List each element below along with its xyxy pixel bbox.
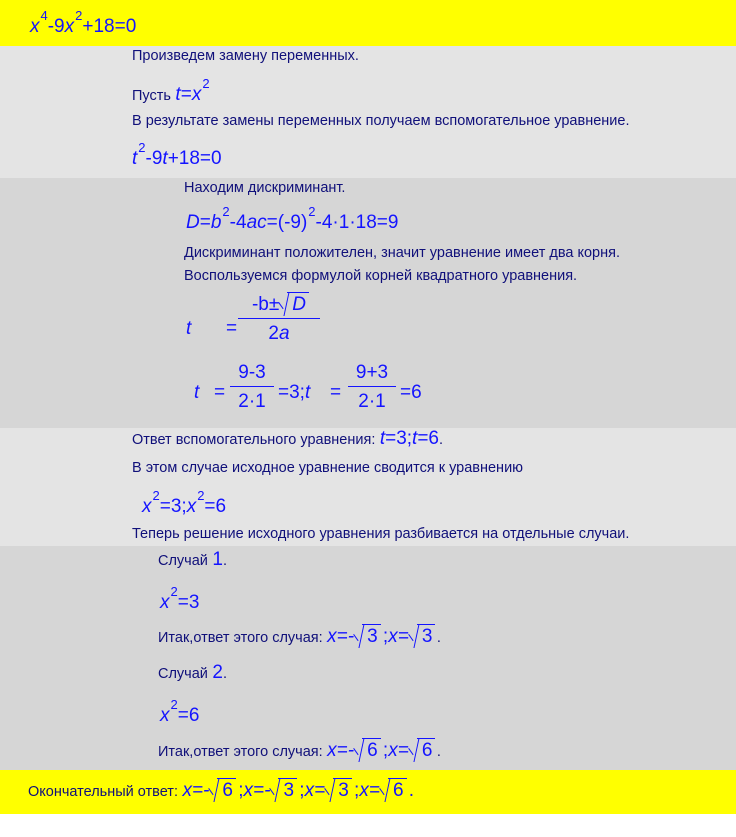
case-number: 2	[212, 662, 223, 683]
exponent: 2	[308, 204, 316, 219]
result-text: В результате замены переменных получаем вспомогательное уравнение.	[132, 113, 630, 129]
separator: ;	[382, 740, 389, 761]
var-ac: ac	[246, 212, 267, 233]
separator: ;	[348, 780, 360, 801]
cases-band	[0, 546, 736, 770]
term: -4·1·18=9	[315, 212, 399, 233]
denominator: 2·1	[358, 391, 386, 412]
root1-fraction	[230, 362, 274, 413]
sqrt-symbol	[270, 780, 294, 802]
var-t: t	[175, 84, 181, 105]
exponent: 2	[138, 140, 146, 155]
case-1-equation	[160, 584, 200, 614]
sqrt-symbol	[354, 626, 378, 648]
fraction-bar	[348, 386, 396, 387]
term: +18=0	[167, 148, 222, 169]
intro-band	[0, 46, 736, 178]
fraction-bar	[230, 386, 274, 387]
root-value: =3;	[278, 382, 305, 403]
var-D: D	[186, 212, 200, 233]
var-t: t	[379, 428, 386, 449]
var-x: x	[30, 16, 40, 37]
answer-label: Итак,ответ этого случая:	[158, 630, 323, 646]
root-value: =6	[400, 382, 422, 403]
radicand: 6	[222, 780, 233, 801]
exponent: 2	[170, 697, 178, 712]
var-D: D	[292, 294, 307, 315]
radicand: 3	[283, 780, 295, 801]
var-x: x	[142, 496, 152, 517]
case-number: 1	[212, 549, 223, 570]
radicand: 3	[338, 780, 349, 801]
term: -4	[229, 212, 247, 233]
answer-part: x=-	[327, 740, 355, 761]
var-t: t	[132, 148, 138, 169]
equals: =	[214, 382, 226, 403]
radicand: 3	[421, 626, 433, 647]
header-equation	[30, 8, 137, 38]
denominator-number: 2	[268, 323, 279, 344]
substitution-text: Произведем замену переменных.	[132, 48, 359, 64]
let-label: Пусть	[132, 88, 171, 104]
value: =3	[177, 592, 200, 613]
case-2-label	[158, 662, 227, 684]
radicand: 6	[367, 740, 378, 761]
discriminant-formula	[186, 204, 399, 234]
var-t: t	[186, 318, 192, 339]
var-a: a	[279, 323, 290, 344]
answer-part: x=	[359, 780, 380, 801]
denominator: 2·1	[238, 391, 266, 412]
var-x: x	[191, 84, 202, 105]
case-label: Случай	[158, 666, 208, 682]
sqrt-symbol	[325, 780, 349, 802]
value: =6	[177, 705, 200, 726]
exponent: 2	[197, 488, 205, 503]
case-1-label	[158, 549, 227, 571]
separator: ;	[382, 626, 389, 647]
split-text: Теперь решение исходного уравнения разбивается на отдельные случаи.	[132, 526, 630, 542]
var-t: t	[194, 382, 200, 403]
sqrt-symbol	[354, 740, 378, 762]
separator: ;	[294, 780, 305, 801]
case-1-answer	[158, 626, 441, 648]
exponent: 2	[75, 8, 83, 23]
final-answer	[28, 780, 414, 802]
value: =3;	[385, 428, 413, 449]
case-label: Случай	[158, 553, 208, 569]
exponent: 2	[170, 584, 178, 599]
var-b: b	[210, 212, 222, 233]
period: .	[222, 553, 227, 569]
period: .	[222, 666, 227, 682]
equals: =	[330, 382, 342, 403]
radicand: 6	[421, 740, 433, 761]
term: -9	[145, 148, 163, 169]
exponent: 2	[222, 204, 230, 219]
sqrt-symbol	[409, 626, 433, 648]
exponent: 2	[152, 488, 160, 503]
var-x: x	[160, 705, 170, 726]
reduced-equations	[142, 488, 227, 518]
period: .	[436, 630, 441, 646]
radicand: 6	[392, 780, 404, 801]
equals: =	[199, 212, 211, 233]
answer-part: x=-	[243, 780, 271, 801]
var-t: t	[412, 428, 418, 449]
aux-answer-label: Ответ вспомогательного уравнения:	[132, 432, 376, 448]
value: =6	[417, 428, 439, 449]
term: +18=0	[82, 16, 137, 37]
aux-answer-line	[132, 428, 443, 450]
fraction-bar	[238, 318, 320, 319]
let-line	[132, 76, 210, 106]
root1-result	[278, 382, 310, 404]
answer-part: x=-	[182, 780, 210, 801]
numerator: 9+3	[355, 362, 389, 383]
term: =(-9)	[266, 212, 308, 233]
case-2-equation	[160, 697, 200, 727]
numerator-prefix: -b±	[251, 294, 280, 315]
equals: =	[180, 84, 192, 105]
var-x: x	[64, 16, 75, 37]
separator: ;	[232, 780, 244, 801]
root2-fraction	[348, 362, 396, 413]
exponent: 4	[40, 8, 48, 23]
root1-lhs	[194, 382, 199, 404]
sqrt-symbol	[279, 294, 306, 316]
period: .	[436, 744, 441, 760]
answer-part: x=-	[327, 626, 355, 647]
sqrt-symbol	[409, 740, 433, 762]
period: .	[439, 432, 444, 448]
case-2-answer	[158, 740, 441, 762]
term: -9	[47, 16, 65, 37]
roots-formula-fraction	[238, 294, 320, 345]
final-answer-parts	[182, 780, 414, 801]
use-formula-text: Воспользуемся формулой корней квадратного уравнения.	[184, 268, 578, 284]
value: =3;	[159, 496, 187, 517]
var-t: t	[304, 382, 311, 403]
reduces-text: В этом случае исходное уравнение сводится к уравнению	[132, 460, 524, 476]
answer-part: x=	[304, 780, 326, 801]
discriminant-heading: Находим дискриминант.	[184, 180, 346, 196]
positive-text: Дискриминант положителен, значит уравнение имеет два корня.	[184, 245, 620, 261]
roots-formula-eq: =	[226, 318, 238, 339]
sqrt-symbol	[209, 780, 233, 802]
radicand: 3	[367, 626, 378, 647]
numerator: 9-3	[238, 362, 266, 383]
value: =6	[204, 496, 227, 517]
final-answer-label: Окончательный ответ:	[28, 784, 178, 800]
var-x: x	[160, 592, 170, 613]
var-t: t	[162, 148, 168, 169]
aux-equation	[132, 140, 222, 170]
sqrt-symbol	[380, 780, 404, 802]
var-x: x	[186, 496, 197, 517]
exponent: 2	[202, 76, 210, 91]
answer-part: x=	[388, 626, 409, 647]
separator: .	[403, 780, 415, 801]
answer-part: x=	[388, 740, 409, 761]
answer-label: Итак,ответ этого случая:	[158, 744, 323, 760]
roots-formula-lhs	[186, 318, 191, 340]
